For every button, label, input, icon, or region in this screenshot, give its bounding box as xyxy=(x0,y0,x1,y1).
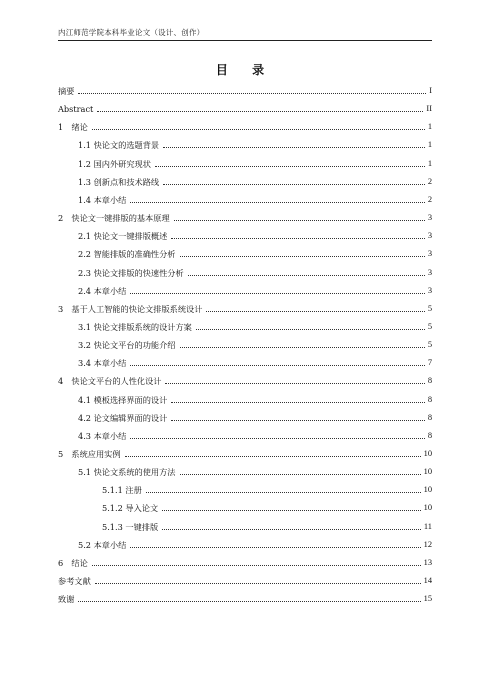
toc-leader-dots xyxy=(92,129,425,130)
toc-entry-title: 4.1 模板选择界面的设计 xyxy=(78,394,168,405)
toc-leader-dots xyxy=(165,383,424,384)
toc-entry[interactable] xyxy=(58,229,432,241)
toc-entry-page: 3 xyxy=(427,231,432,241)
toc-entry[interactable] xyxy=(58,102,432,114)
toc-entry[interactable] xyxy=(58,356,432,368)
toc-leader-dots xyxy=(130,202,424,203)
toc-leader-dots xyxy=(130,293,424,294)
toc-entry[interactable] xyxy=(58,138,432,150)
toc-entry[interactable] xyxy=(58,84,432,96)
toc-entry-title: 致谢 xyxy=(58,594,75,605)
toc-entry-page: 10 xyxy=(423,503,432,513)
toc-entry-title: 6 结论 xyxy=(58,557,88,568)
toc-entry-title: 参考文献 xyxy=(58,576,91,587)
toc-entry-title: 3.2 快论文平台的功能介绍 xyxy=(78,340,176,351)
toc-entry[interactable] xyxy=(58,157,432,169)
toc-leader-dots xyxy=(130,365,424,366)
toc-entry[interactable] xyxy=(58,429,432,441)
toc-leader-dots xyxy=(180,256,425,257)
toc-entry[interactable] xyxy=(58,538,432,550)
toc-entry-title: 摘要 xyxy=(58,86,75,96)
toc-leader-dots xyxy=(163,184,425,185)
toc-leader-dots xyxy=(155,166,425,167)
toc-entry-page: 12 xyxy=(423,539,432,549)
toc-leader-dots xyxy=(188,275,425,276)
toc-entry-page: 3 xyxy=(427,267,432,277)
toc-entry[interactable] xyxy=(58,592,432,604)
toc-entry-page: II xyxy=(426,104,432,114)
toc-entry-title: 3.1 快论文排版系统的设计方案 xyxy=(78,321,192,332)
toc-leader-dots xyxy=(92,565,421,566)
toc-leader-dots xyxy=(174,220,425,221)
toc-entry-title: 1.3 创新点和技术路线 xyxy=(78,176,160,187)
toc-entry-page: 5 xyxy=(427,303,432,313)
toc-leader-dots xyxy=(95,583,421,584)
toc-leader-dots xyxy=(171,238,425,239)
toc-leader-dots xyxy=(163,147,425,148)
toc-entry[interactable] xyxy=(58,501,432,513)
toc-entry[interactable] xyxy=(58,266,432,278)
toc-leader-dots xyxy=(196,329,425,330)
toc-entry[interactable] xyxy=(58,193,432,205)
toc-entry[interactable] xyxy=(58,320,432,332)
toc-entry-title: 4.3 本章小结 xyxy=(78,430,127,441)
toc-leader-dots xyxy=(97,111,423,112)
toc-entry[interactable] xyxy=(58,574,432,586)
toc-entry-title: Abstract xyxy=(58,104,94,115)
toc-entry-title: 3 基于人工智能的快论文排版系统设计 xyxy=(58,303,203,314)
toc-entry-title: 5.2 本章小结 xyxy=(78,539,127,550)
toc-entry-title: 1 绪论 xyxy=(58,122,88,133)
toc-entry-page: 8 xyxy=(427,394,432,404)
toc-entry-page: 8 xyxy=(427,430,432,440)
toc-leader-dots xyxy=(130,547,420,548)
toc-entry-title: 5.1.3 一键排版 xyxy=(102,521,159,532)
toc-leader-dots xyxy=(171,402,425,403)
toc-entry[interactable] xyxy=(58,338,432,350)
toc-entry-title: 2.3 快论文排版的快速性分析 xyxy=(78,267,184,278)
toc-leader-dots xyxy=(125,456,421,457)
toc-leader-dots xyxy=(180,347,425,348)
header-rule xyxy=(58,40,432,41)
toc-entry-title: 5.1.1 注册 xyxy=(102,485,142,496)
toc-entry-page: 1 xyxy=(427,140,432,150)
toc-entry[interactable] xyxy=(58,447,432,459)
toc-entry-title: 5 系统应用实例 xyxy=(58,449,121,459)
toc-entry-page: 5 xyxy=(427,321,432,331)
toc-leader-dots xyxy=(78,93,426,94)
toc-entry-page: 8 xyxy=(427,412,432,422)
toc-entry[interactable] xyxy=(58,284,432,296)
toc-entry[interactable] xyxy=(58,211,432,223)
toc-entry-page: 1 xyxy=(427,158,432,168)
toc-entry-page: 14 xyxy=(423,576,432,586)
toc-entry-page: 2 xyxy=(427,176,432,186)
toc-entry-page: 2 xyxy=(427,194,432,204)
toc-entry-page: 3 xyxy=(427,249,432,259)
toc-entry-title: 2.1 快论文一键排版概述 xyxy=(78,231,168,242)
toc-entry[interactable] xyxy=(58,520,432,532)
toc-entry[interactable] xyxy=(58,393,432,405)
toc-entry[interactable] xyxy=(58,411,432,423)
toc-leader-dots xyxy=(171,420,425,421)
toc-entry-page: 8 xyxy=(427,376,432,386)
toc-entry-page: 5 xyxy=(427,340,432,350)
toc-entry-title: 5.1.2 导入论文 xyxy=(102,503,159,514)
toc-entry[interactable] xyxy=(58,247,432,259)
toc-leader-dots xyxy=(206,311,424,312)
toc-entry-title: 2 快论文一键排版的基本原理 xyxy=(58,213,170,224)
toc-entry-title: 1.2 国内外研究现状 xyxy=(78,158,151,169)
toc-entry[interactable] xyxy=(58,483,432,495)
toc-leader-dots xyxy=(130,438,424,439)
toc-leader-dots xyxy=(162,529,421,530)
toc-entry-title: 1.4 本章小结 xyxy=(78,194,127,205)
toc-entry-page: 10 xyxy=(423,449,432,458)
toc-entry-title: 1.1 快论文的选题背景 xyxy=(78,140,160,151)
toc-entry-page: 1 xyxy=(427,122,432,132)
toc-entry-page: 7 xyxy=(427,358,432,368)
toc-entry-title: 4.2 论文编辑界面的设计 xyxy=(78,412,168,423)
toc-entry-title: 3.4 本章小结 xyxy=(78,358,127,369)
toc-leader-dots xyxy=(78,601,420,602)
toc-leader-dots xyxy=(162,510,420,511)
toc-entry[interactable] xyxy=(58,556,432,568)
toc-entry-page: 15 xyxy=(423,594,432,604)
toc-title: 目 录 xyxy=(215,63,275,77)
toc-entry[interactable] xyxy=(58,120,432,132)
page-header: 内江师范学院本科毕业论文（设计、创作） xyxy=(58,28,205,37)
toc-entry-page: 3 xyxy=(427,213,432,223)
toc-entry[interactable] xyxy=(58,374,432,386)
toc-entry-title: 2.2 智能排版的准确性分析 xyxy=(78,249,176,260)
toc-entry-page: 10 xyxy=(423,467,432,477)
toc-entry-title: 5.1 快论文系统的使用方法 xyxy=(78,467,176,478)
toc-entry-page: 3 xyxy=(427,285,432,295)
toc-entry-page: I xyxy=(429,86,432,95)
toc-entry-page: 10 xyxy=(423,485,432,495)
toc-entry-title: 2.4 本章小结 xyxy=(78,285,127,296)
toc-leader-dots xyxy=(146,492,421,493)
toc-entry[interactable] xyxy=(58,175,432,187)
toc-leader-dots xyxy=(180,474,421,475)
toc-entry[interactable] xyxy=(58,465,432,477)
toc-entry-page: 11 xyxy=(423,521,432,531)
toc-entry-page: 13 xyxy=(423,557,432,567)
toc-entry[interactable] xyxy=(58,302,432,314)
toc-entry-title: 4 快论文平台的人性化设计 xyxy=(58,376,162,387)
